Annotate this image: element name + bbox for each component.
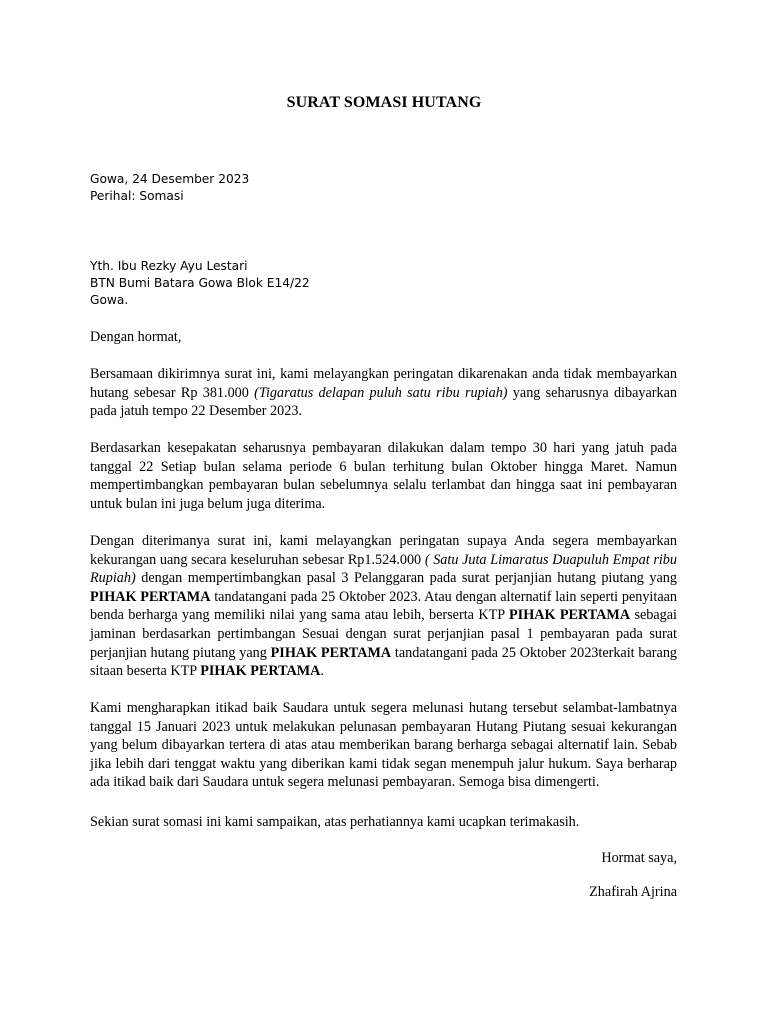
recipient-name: Yth. Ibu Rezky Ayu Lestari: [90, 259, 248, 273]
signer-name: Zhafirah Ajrina: [589, 884, 677, 900]
greeting: [90, 328, 677, 347]
paragraph-4: [90, 699, 677, 792]
letter-meta: [90, 171, 249, 205]
amount-in-words-1: (Tigaratus delapan puluh satu ribu rupiah): [254, 384, 508, 401]
paragraph-1-part-1: Bersamaan dikirimnya surat ini, kami melayangkan peringatan dikarenakan anda tidak membayarkan hutang sebesar Rp 381.000: [90, 366, 677, 401]
recipient-city: Gowa.: [90, 293, 129, 308]
recipient-address: [90, 258, 310, 310]
paragraph-3-part-6: .: [320, 663, 324, 680]
paragraph-2-text: Berdasarkan kesepakatan seharusnya pembayaran dilakukan dalam tempo 30 hari yang jatuh pada tanggal 22 Setiap bulan selama periode 6 bulan terhitung bulan Oktober hingga Maret. Namun mempertimbangkan pembayaran bulan sebelumnya selalu terlambat dan hingga saat ini pembayaran untuk bulan ini juga belum juga diterima.: [90, 440, 677, 512]
party-name: PIHAK PERTAMA: [270, 644, 392, 661]
party-name: PIHAK PERTAMA: [90, 588, 211, 605]
recipient-street: BTN Bumi Batara Gowa Blok E14/22: [90, 276, 310, 291]
paragraph-3: [90, 532, 677, 681]
paragraph-3-part-2: dengan mempertimbangkan pasal 3 Pelanggaran pada surat perjanjian hutang piutang yang: [135, 570, 677, 587]
greeting-text: Dengan hormat,: [90, 329, 182, 345]
letter-title: SURAT SOMASI HUTANG: [286, 94, 482, 111]
paragraph-3-part-4: sebagai jaminan berdasarkan pertimbangan Sesuai dengan surat perjanjian pasal 1 pembayaran pada surat perjanjian hutang piutang yang: [90, 607, 677, 661]
paragraph-5-text: Sekian surat somasi ini kami sampaikan, atas perhatiannya kami ucapkan terimakasih.: [90, 814, 580, 830]
paragraph-1-text: [90, 365, 677, 421]
paragraph-3-part-3: tandatangani pada 25 Oktober 2023. Atau dengan alternatif lain seperti penyitaan benda berharga yang memiliki nilai yang sama atau lebih, berserta KTP: [90, 588, 678, 624]
date-line: Gowa, 24 Desember 2023: [90, 172, 250, 186]
party-name: PIHAK PERTAMA: [200, 663, 321, 680]
paragraph-3-text: [90, 532, 677, 681]
paragraph-1: [90, 365, 677, 421]
subject-line: Perihal: Somasi: [90, 189, 184, 204]
paragraph-3-part-1: Dengan diterimanya surat ini, kami melayangkan peringatan supaya Anda segera membayarkan kekurangan uang secara keseluruhan sebesar Rp1.524.000: [90, 533, 677, 568]
paragraph-2: [90, 439, 677, 513]
amount-in-words-2: ( Satu Juta Limaratus Duapuluh Empat ribu Rupiah): [90, 551, 677, 587]
paragraph-3-part-5: tandatangani pada 25 Oktober 2023terkait barang sitaan beserta KTP: [90, 644, 678, 680]
closing-regards: Hormat saya,: [601, 850, 677, 866]
paragraph-1-part-2: yang seharusnya dibayarkan pada jatuh tempo 22 Desember 2023.: [90, 384, 677, 420]
party-name: PIHAK PERTAMA: [509, 607, 631, 624]
paragraph-5: [90, 813, 677, 832]
paragraph-4-text: Kami mengharapkan itikad baik Saudara untuk segera melunasi hutang tersebut selambat-lambatnya tanggal 15 Januari 2023 untuk melakukan pelunasan pembayaran Hutang Piutang sesuai kekurangan yang belum dibayarkan tertera di atas atau memberikan barang berharga sebagai alternatif lain. Sebab jika lebih dari tenggat waktu yang diberikan kami tidak segan menempuh jalur hukum. Saya berharap ada itikad baik dari Saudara untuk segera melunasi pembayaran. Semoga bisa dimengerti.: [90, 700, 677, 791]
